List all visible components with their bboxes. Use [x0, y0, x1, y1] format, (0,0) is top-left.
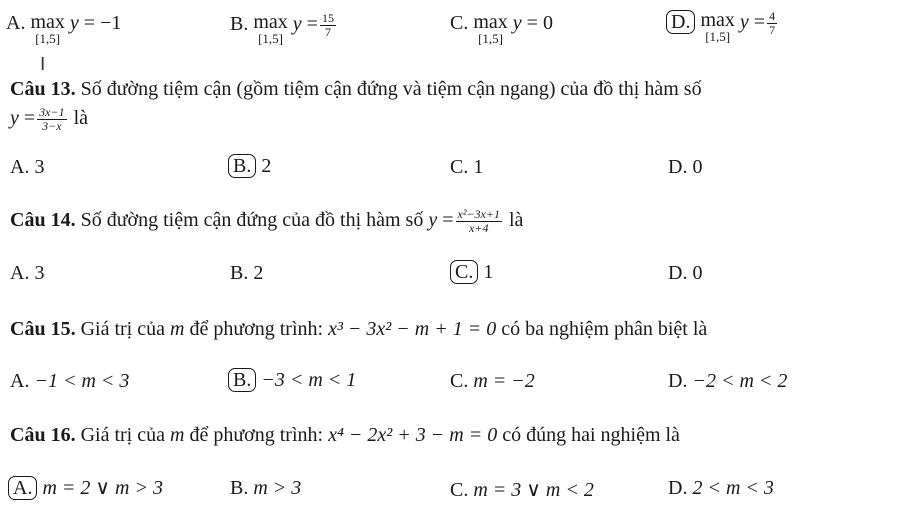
q15-option-a: A. −1 < m < 3	[10, 370, 130, 392]
q13-stem-line1	[10, 78, 702, 101]
fraction: $\frac{3x-1}{3-x}$	[39, 105, 65, 133]
q14-stem: Câu 14. Số đường tiệm cận đứng của đồ thị hàm số y = $\frac{\text{x²−3x+1}}{x+4}$ là	[10, 207, 524, 235]
answer-box: C.	[450, 260, 478, 284]
text-cursor-icon: I	[40, 54, 46, 75]
fraction: $\frac{4}{7}$	[769, 9, 776, 37]
question-label: Câu 14.	[10, 209, 76, 232]
q16-stem: Câu 16. Giá trị của m để phương trình: x⁴ − 2x² + 3 − m = 0 có đúng hai nghiệm là	[10, 424, 680, 446]
answer-box: D.	[666, 10, 695, 34]
q14-option-c: C. 1	[450, 260, 493, 284]
q14-option-d: D. 0	[668, 262, 703, 284]
q13-option-c: C. 1	[450, 156, 484, 178]
q15-option-d: D. −2 < m < 2	[668, 370, 788, 392]
q15-option-b: B. −3 < m < 1	[228, 368, 356, 392]
q13-option-b: B. 2	[228, 154, 271, 178]
q12-option-d: D. max [1,5] y = $\frac{4}{7}$	[666, 10, 779, 44]
answer-box: B.	[228, 154, 256, 178]
question-label: Câu 13.	[10, 78, 76, 100]
q12-option-c: C. max [1,5] y = 0	[450, 11, 553, 46]
question-text: Số đường tiệm cận đứng của đồ thị hàm số	[80, 209, 424, 232]
q14-option-a: A. 3	[10, 262, 45, 284]
max-operator: max [1,5]	[253, 11, 288, 46]
q16-option-d: D. 2 < m < 3	[668, 477, 774, 499]
q16-option-a: A. m = 2 ∨ m > 3	[8, 475, 163, 500]
max-operator: max [1,5]	[473, 11, 508, 46]
fraction: $\frac{15}{7}$	[321, 11, 334, 39]
max-operator: max [1,5]	[30, 11, 65, 46]
q12-option-b: B. max [1,5] y = $\frac{15}{7}$	[230, 11, 334, 46]
answer-box: B.	[228, 368, 256, 392]
q16-option-c: C. m = 3 ∨ m < 2	[450, 479, 594, 501]
question-text: Số đường tiệm cận (gồm tiệm cận đứng và tiệm cận ngang) của đồ thị hàm số	[80, 78, 702, 100]
q13-option-d: D. 0	[668, 156, 703, 178]
q13-option-a: A. 3	[10, 156, 45, 178]
q15-stem: Câu 15. Giá trị của m để phương trình: x³ − 3x² − m + 1 = 0 có ba nghiệm phân biệt là	[10, 318, 708, 340]
max-operator: max [1,5]	[700, 9, 735, 44]
q14-option-b: B. 2	[230, 262, 264, 284]
answer-box: A.	[8, 476, 37, 500]
q12-option-a: A. max [1,5] y = −1	[6, 11, 122, 46]
question-label: Câu 16.	[10, 424, 76, 446]
q15-option-c: C. m = −2	[450, 370, 535, 392]
equation: x³ − 3x² − m + 1 = 0	[328, 318, 497, 340]
equation: x⁴ − 2x² + 3 − m = 0	[328, 424, 498, 446]
q13-stem-line2: y = $\frac{3x-1}{3-x}$ là	[10, 105, 89, 133]
question-label: Câu 15.	[10, 318, 76, 340]
q16-option-b: B. m > 3	[230, 477, 302, 499]
fraction: $\frac{\text{x²−3x+1}}{x+4}$	[457, 207, 500, 235]
